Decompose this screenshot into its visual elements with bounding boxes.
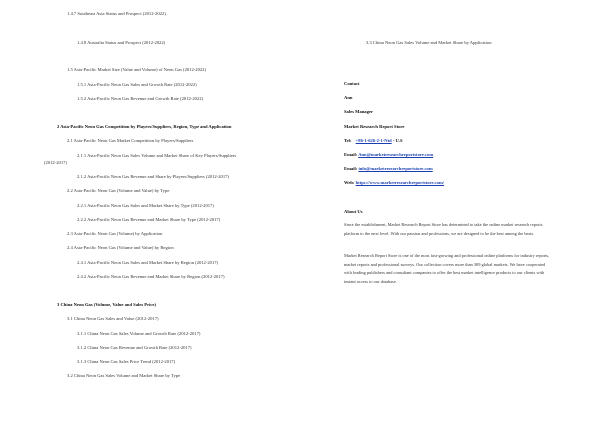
toc-line: 3.1 China Neon Gas Sales and Value (2012-2017)	[67, 316, 159, 321]
about-heading: About Us	[344, 209, 363, 214]
web-label: Web:	[344, 180, 355, 185]
toc-line: 2.3 Asia-Pacific Neon Gas (Volume) by Application	[67, 231, 163, 236]
web-link[interactable]: https://www.marketresearchreportstore.com/	[355, 180, 445, 185]
about-paragraph-2: Market Research Report Store is one of the most fast-growing and professional online platforms for industry reports, market reports and professional surveys. Our collection covers more than 309 global markets. We have cooperated with leading publishers and consultant companies to offer the best market intelligence products to our clients with instant access to our database.	[344, 253, 550, 284]
contact-role: Sales Manager	[344, 109, 373, 114]
toc-line: 3.2 China Neon Gas Sales Volume and Market Share by Type	[67, 373, 181, 378]
tel-suffix: - U.S	[392, 138, 403, 143]
contact-web	[344, 180, 444, 186]
contact-heading: Contact	[344, 81, 360, 86]
toc-line: 2.2 Asia-Pacific Neon Gas (Volume and Value) by Type	[67, 188, 170, 193]
toc-line: 2.2.2 Asia-Pacific Neon Gas Revenue and Market Share by Type (2012-2017)	[77, 217, 221, 222]
toc-line: 2.4.2 Asia-Pacific Neon Gas Revenue and Market Share by Region (2012-2017)	[77, 274, 225, 279]
email-link[interactable]: info@marketresearchreportstore.com	[358, 166, 433, 171]
about-paragraph-1: Since the establishment, Market Research Report Store has determined to take the online market research reports platform to the next level. With our passion and professions, we are designed to be the best among the bests.	[344, 222, 543, 236]
contact-company: Market Research Report Store	[344, 124, 405, 129]
tel-label: Tel:	[344, 138, 352, 143]
contact-email-2	[344, 166, 433, 172]
toc-line-wrap: (2012-2017)	[44, 160, 67, 165]
contact-name: Ann	[344, 95, 353, 100]
toc-chapter-heading: 2 Asia-Pacific Neon Gas Competition by Players/Suppliers, Region, Type and Application	[57, 124, 232, 129]
email-label: Email:	[344, 152, 358, 157]
toc-line: 1.4.7 Southeast Asia Status and Prospect (2012-2022)	[67, 11, 166, 16]
contact-email-1	[344, 152, 433, 158]
toc-line: 3.1.3 China Neon Gas Sales Price Trend (2012-2017)	[77, 359, 176, 364]
toc-chapter-heading: 3 China Neon Gas (Volume, Value and Sales Price)	[57, 302, 156, 307]
toc-line: 3.1.1 China Neon Gas Sales Volume and Growth Rate (2012-2017)	[77, 331, 201, 336]
toc-line: 2.1 Asia-Pacific Neon Gas Market Competition by Players/Suppliers	[67, 138, 194, 143]
toc-line: 2.1.1 Asia-Pacific Neon Gas Sales Volume and Market Share of Key Players/Suppliers	[77, 153, 237, 158]
toc-line: 2.2.1 Asia-Pacific Neon Gas Sales and Market Share by Type (2012-2017)	[77, 203, 214, 208]
toc-line: 2.1.2 Asia-Pacific Neon Gas Revenue and Share by Players/Suppliers (2012-2017)	[77, 174, 229, 179]
toc-line: 2.4.1 Asia-Pacific Neon Gas Sales and Market Share by Region (2012-2017)	[77, 260, 219, 265]
toc-line: 3.3 China Neon Gas Sales Volume and Market Share by Application	[366, 40, 492, 45]
tel-link[interactable]: +86-1-626-2-1-Ntd	[355, 138, 392, 143]
toc-line: 1.5 Asia-Pacific Market Size (Value and Volume) of Neon Gas (2012-2022)	[67, 67, 207, 72]
toc-line: 1.5.1 Asia-Pacific Neon Gas Sales and Growth Rate (2012-2022)	[77, 82, 197, 87]
toc-line: 3.1.2 China Neon Gas Revenue and Growth Rate (2012-2017)	[77, 345, 192, 350]
contact-tel	[344, 138, 403, 144]
toc-line: 2.4 Asia-Pacific Neon Gas (Volume and Value) by Region	[67, 245, 174, 250]
email-link[interactable]: Ann@marketresearchreportstore.com	[358, 152, 434, 157]
email-label: Email:	[344, 166, 358, 171]
toc-line: 1.4.8 Australia Status and Prospect (2012-2022)	[77, 40, 166, 45]
toc-line: 1.5.2 Asia-Pacific Neon Gas Revenue and Growth Rate (2012-2022)	[77, 96, 204, 101]
